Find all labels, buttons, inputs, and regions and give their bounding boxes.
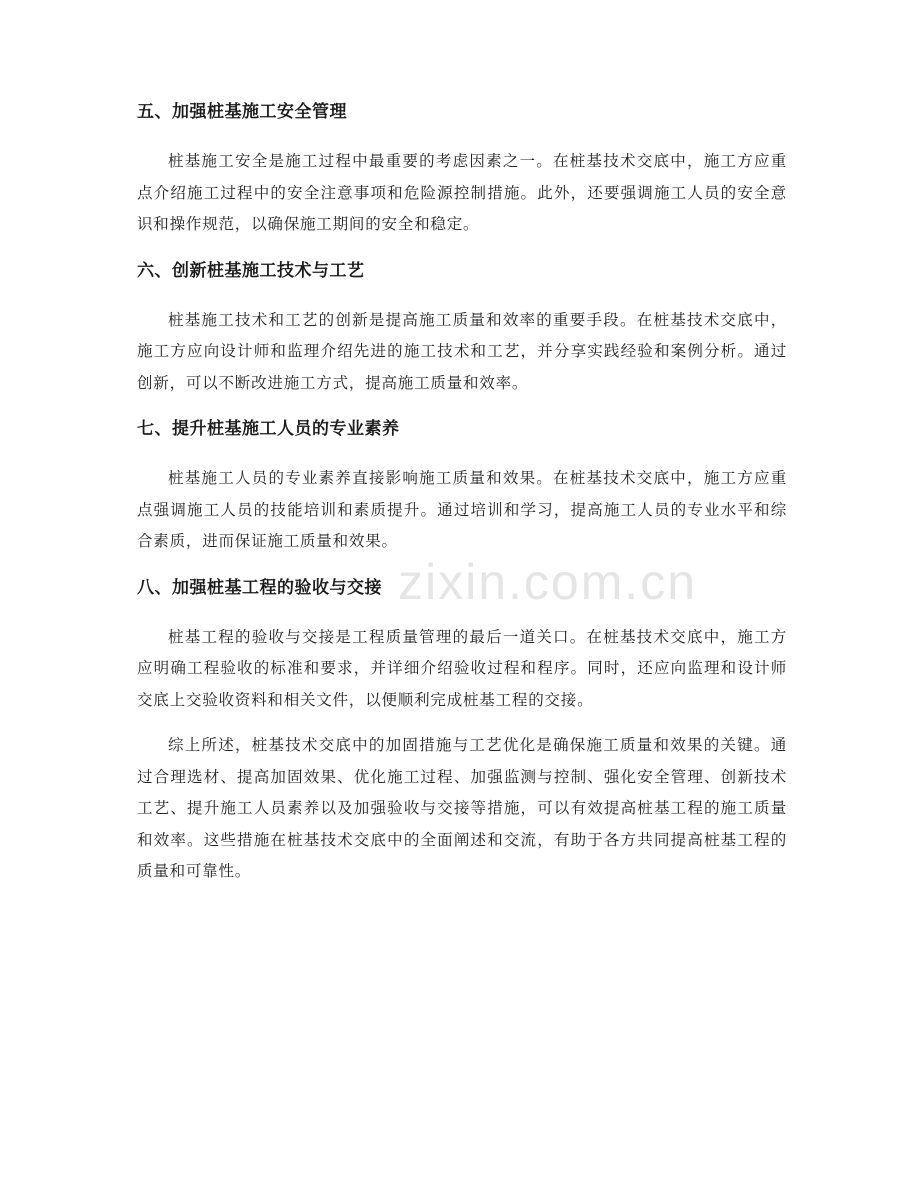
section-paragraph-6: 桩基施工技术和工艺的创新是提高施工质量和效率的重要手段。在桩基技术交底中，施工方应向设计师和监理介绍先进的施工技术和工艺，并分享实践经验和案例分析。通过创新，可以不断改进施工方式，提高施工质量和效率。 bbox=[137, 310, 787, 392]
section-paragraph-5: 桩基施工安全是施工过程中最重要的考虑因素之一。在桩基技术交底中，施工方应重点介绍施工过程中的安全注意事项和危险源控制措施。此外，还要强调施工人员的安全意识和操作规范，以确保施工期间的安全和稳定。 bbox=[137, 152, 787, 233]
section-heading-7: 七、提升桩基施工人员的专业素养 bbox=[137, 419, 400, 439]
section-heading-6: 六、创新桩基施工技术与工艺 bbox=[137, 260, 365, 281]
section-paragraph-8: 桩基工程的验收与交接是工程质量管理的最后一道关口。在桩基技术交底中，施工方应明确工程验收的标准和要求，并详细介绍验收过程和程序。同时，还应向监理和设计师交底上交验收资料和相关文件，以便顺利完成桩基工程的交接。 bbox=[137, 627, 787, 709]
section-paragraph-7: 桩基施工人员的专业素养直接影响施工质量和效果。在桩基技术交底中，施工方应重点强调施工人员的技能培训和素质提升。通过培训和学习，提高施工人员的专业水平和综合素质，进而保证施工质量和效果。 bbox=[137, 469, 787, 550]
section-heading-8: 八、加强桩基工程的验收与交接 bbox=[137, 577, 382, 598]
conclusion-paragraph: 综上所述，桩基技术交底中的加固措施与工艺优化是确保施工质量和效果的关键。通过合理选材、提高加固效果、优化施工过程、加强监测与控制、强化安全管理、创新技术工艺、提升施工人员素养以及加强验收与交接等措施，可以有效提高桩基工程的施工质量和效率。这些措施在桩基技术交底中的全面阐述和交流，有助于各方共同提高桩基工程的质量和可靠性。 bbox=[137, 736, 787, 880]
section-heading-5: 五、加强桩基施工安全管理 bbox=[137, 102, 347, 122]
watermark-text: zixin.com.cn bbox=[398, 554, 698, 610]
document-body bbox=[137, 100, 787, 906]
